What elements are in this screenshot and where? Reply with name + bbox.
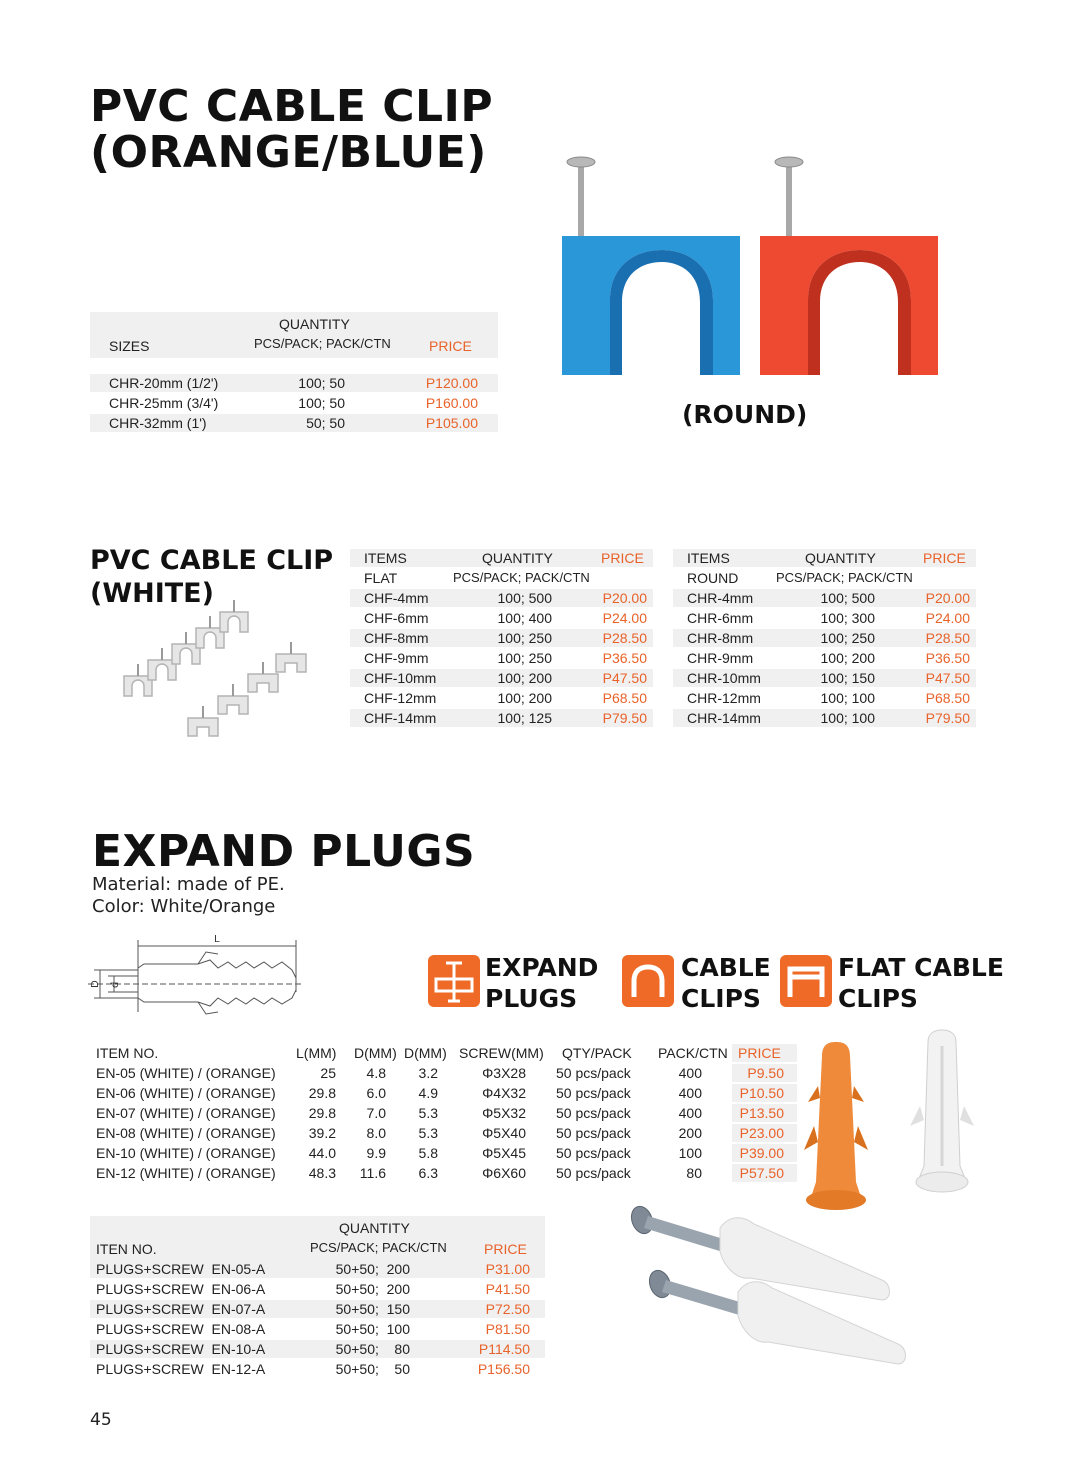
white-plug [910,1030,974,1192]
cell-l: 29.8 [308,1105,336,1121]
material-text: Material: made of PE. [92,874,285,895]
cell-item: PLUGS+SCREW EN-08-A [96,1321,266,1337]
cell-l: 29.8 [308,1085,336,1101]
cell-price: P31.00 [485,1261,530,1277]
table-row [90,1164,797,1182]
table-row: CHR-20mm (1/2') 100; 50 P120.00 [90,374,498,392]
cell-qty: 50 pcs/pack [556,1065,631,1081]
header-pcs-pack: PCS/PACK; PACK/CTN [310,1240,447,1255]
section1-title-line2: (ORANGE/BLUE) [90,127,487,178]
header-price: PRICE [484,1241,527,1257]
table-row [90,1340,545,1358]
cell-item: EN-10 (WHITE) / (ORANGE) [96,1145,276,1161]
table-row: CHF-6mm 100; 400 P24.00 [364,610,647,626]
cell-item: EN-12 (WHITE) / (ORANGE) [96,1165,276,1181]
round-clip-table [673,549,976,729]
table-row: CHR-14mm 100; 100 P79.50 [673,709,976,727]
cell-d: 3.2 [418,1065,438,1081]
cell-screw: Φ5X45 [482,1145,526,1161]
table-row [90,1144,797,1162]
color-text: Color: White/Orange [92,896,276,917]
diagram-label-D: D [90,980,101,988]
legend-cable-clips: CABLE CLIPS [681,953,771,1013]
cell-D: 11.6 [359,1165,386,1181]
cell-ctn: 80 [686,1165,702,1181]
cell-item: PLUGS+SCREW EN-07-A [96,1301,266,1317]
table-row [90,1360,545,1378]
table-row [90,1104,797,1122]
cell-item: PLUGS+SCREW EN-05-A [96,1261,266,1277]
cell-qty: 50+50; 150 [335,1301,410,1317]
table-header-row: ITEM NO. L(MM) D(MM) D(MM) SCREW(MM) QTY/PACK PACK/CTN PRICE [96,1045,781,1061]
cell-D: 8.0 [366,1125,386,1141]
cell-D: 4.8 [366,1065,386,1081]
cell-d: 5.3 [418,1105,438,1121]
flat-cable-clip-icon [780,955,832,1007]
table-subheader-row: ROUND PCS/PACK; PACK/CTN [687,570,913,586]
cell-l: 44.0 [308,1145,336,1161]
cell-price: P114.50 [478,1341,530,1357]
header-sizes: SIZES [109,338,150,354]
white-cable-clip-image [110,598,320,748]
cell-price: P41.50 [485,1281,530,1297]
section2-title-line1: PVC CABLE CLIP [90,545,334,576]
legend-flat-cable-clips: FLAT CABLE CLIPS [838,953,1004,1013]
table-row: CHF-14mm 100; 125 P79.50 [350,709,653,727]
cell-price: P57.50 [739,1165,784,1181]
cell-qty: 50+50; 100 [335,1321,410,1337]
table-row: CHR-25mm (3/4') 100; 50 P160.00 [109,395,478,411]
section1-price-table [90,312,498,436]
header-quantity: QUANTITY [279,316,350,332]
cell-screw: Φ4X32 [482,1085,526,1101]
cell-ctn: 100 [678,1145,702,1161]
table-row [90,1124,797,1142]
table-header-row: ITEMS QUANTITY PRICE [673,549,976,567]
cell-D: 9.9 [366,1145,386,1161]
cable-clip-icon [622,955,674,1007]
section1-title [90,81,494,178]
table-subheader-row: FLAT PCS/PACK; PACK/CTN [364,570,590,586]
cell-price: P39.00 [739,1145,784,1161]
cell-d: 4.9 [418,1085,438,1101]
cell-D: 7.0 [366,1105,386,1121]
cell-d: 6.3 [418,1165,438,1181]
cell-l: 39.2 [308,1125,336,1141]
cell-item: PLUGS+SCREW EN-06-A [96,1281,266,1297]
diagram-label-d: d [110,981,121,988]
cell-screw: Φ6X60 [482,1165,526,1181]
section2-title-line2: (WHITE) [90,578,214,609]
cell-D: 6.0 [366,1085,386,1101]
expand-plug-image [800,1026,980,1226]
table-row [90,1300,545,1318]
cell-item: EN-05 (WHITE) / (ORANGE) [96,1065,276,1081]
cell-item: PLUGS+SCREW EN-10-A [96,1341,266,1357]
diagram-label-L: L [214,934,220,945]
cell-qty: 50+50; 200 [335,1281,410,1297]
table-row [90,1280,545,1298]
cell-d: 5.8 [418,1145,438,1161]
table-row: CHF-9mm 100; 250 P36.50 [364,650,647,666]
round-caption: (ROUND) [682,400,808,429]
cell-screw: Φ3X28 [482,1065,526,1081]
cell-qty: 50+50; 80 [335,1341,410,1357]
section1-title-line1: PVC CABLE CLIP [90,81,494,132]
cell-ctn: 400 [678,1065,702,1081]
cell-item: EN-08 (WHITE) / (ORANGE) [96,1125,276,1141]
cell-item: EN-07 (WHITE) / (ORANGE) [96,1105,276,1121]
cell-qty: 50 pcs/pack [556,1085,631,1101]
cell-price: P10.50 [739,1085,784,1101]
table-row [90,1084,797,1102]
table-row [90,1320,545,1338]
header-quantity: QUANTITY [339,1220,410,1236]
round-cable-clip-image [550,150,950,385]
orange-plug [804,1042,868,1210]
table-row: CHR-6mm 100; 300 P24.00 [687,610,970,626]
cell-price: P72.50 [485,1301,530,1317]
cell-price: P156.50 [477,1361,530,1377]
section3-title: EXPAND PLUGS [92,826,476,877]
cell-ctn: 400 [678,1085,702,1101]
cell-ctn: 200 [678,1125,702,1141]
nail-icon [567,157,803,244]
table-row: CHR-8mm 100; 250 P28.50 [673,629,976,647]
header-price: PRICE [429,338,472,354]
cell-l: 48.3 [308,1165,336,1181]
page-number: 45 [90,1410,112,1430]
expand-plug-diagram [88,932,308,1022]
cell-price: P9.50 [747,1065,784,1081]
cell-item: PLUGS+SCREW EN-12-A [96,1361,266,1377]
cell-ctn: 400 [678,1105,702,1121]
cell-qty: 50 pcs/pack [556,1165,631,1181]
table-row: CHR-10mm 100; 150 P47.50 [673,669,976,687]
table-row [90,1064,797,1082]
plug-with-screw-image [620,1200,910,1390]
table-row: CHF-12mm 100; 200 P68.50 [364,690,647,706]
table-row: CHR-4mm 100; 500 P20.00 [673,589,976,607]
cell-price: P23.00 [739,1125,784,1141]
cell-qty: 50+50; 50 [335,1361,410,1377]
table-row [90,1260,545,1278]
flat-clip-table [350,549,653,729]
expand-plug-icon [428,955,480,1007]
cell-qty: 50 pcs/pack [556,1105,631,1121]
cell-l: 25 [320,1065,336,1081]
cell-d: 5.3 [418,1125,438,1141]
table-header-row: ITEMS QUANTITY PRICE [350,549,653,567]
header-item: ITEN NO. [96,1241,157,1257]
table-row: CHR-9mm 100; 200 P36.50 [687,650,970,666]
cell-screw: Φ5X40 [482,1125,526,1141]
cell-screw: Φ5X32 [482,1105,526,1121]
cell-item: EN-06 (WHITE) / (ORANGE) [96,1085,276,1101]
cell-price: P13.50 [739,1105,784,1121]
header-pcs-pack: PCS/PACK; PACK/CTN [254,336,391,351]
table-row: CHF-8mm 100; 250 P28.50 [350,629,653,647]
table-row: CHR-12mm 100; 100 P68.50 [687,690,970,706]
table-row: CHF-4mm 100; 500 P20.00 [350,589,653,607]
legend-expand-plugs: EXPAND PLUGS [485,953,599,1013]
cell-qty: 50 pcs/pack [556,1125,631,1141]
table-row: CHF-10mm 100; 200 P47.50 [350,669,653,687]
cell-price: P81.50 [485,1321,530,1337]
table-row: CHR-32mm (1') 50; 50 P105.00 [90,414,498,432]
cell-qty: 50+50; 200 [335,1261,410,1277]
cell-qty: 50 pcs/pack [556,1145,631,1161]
